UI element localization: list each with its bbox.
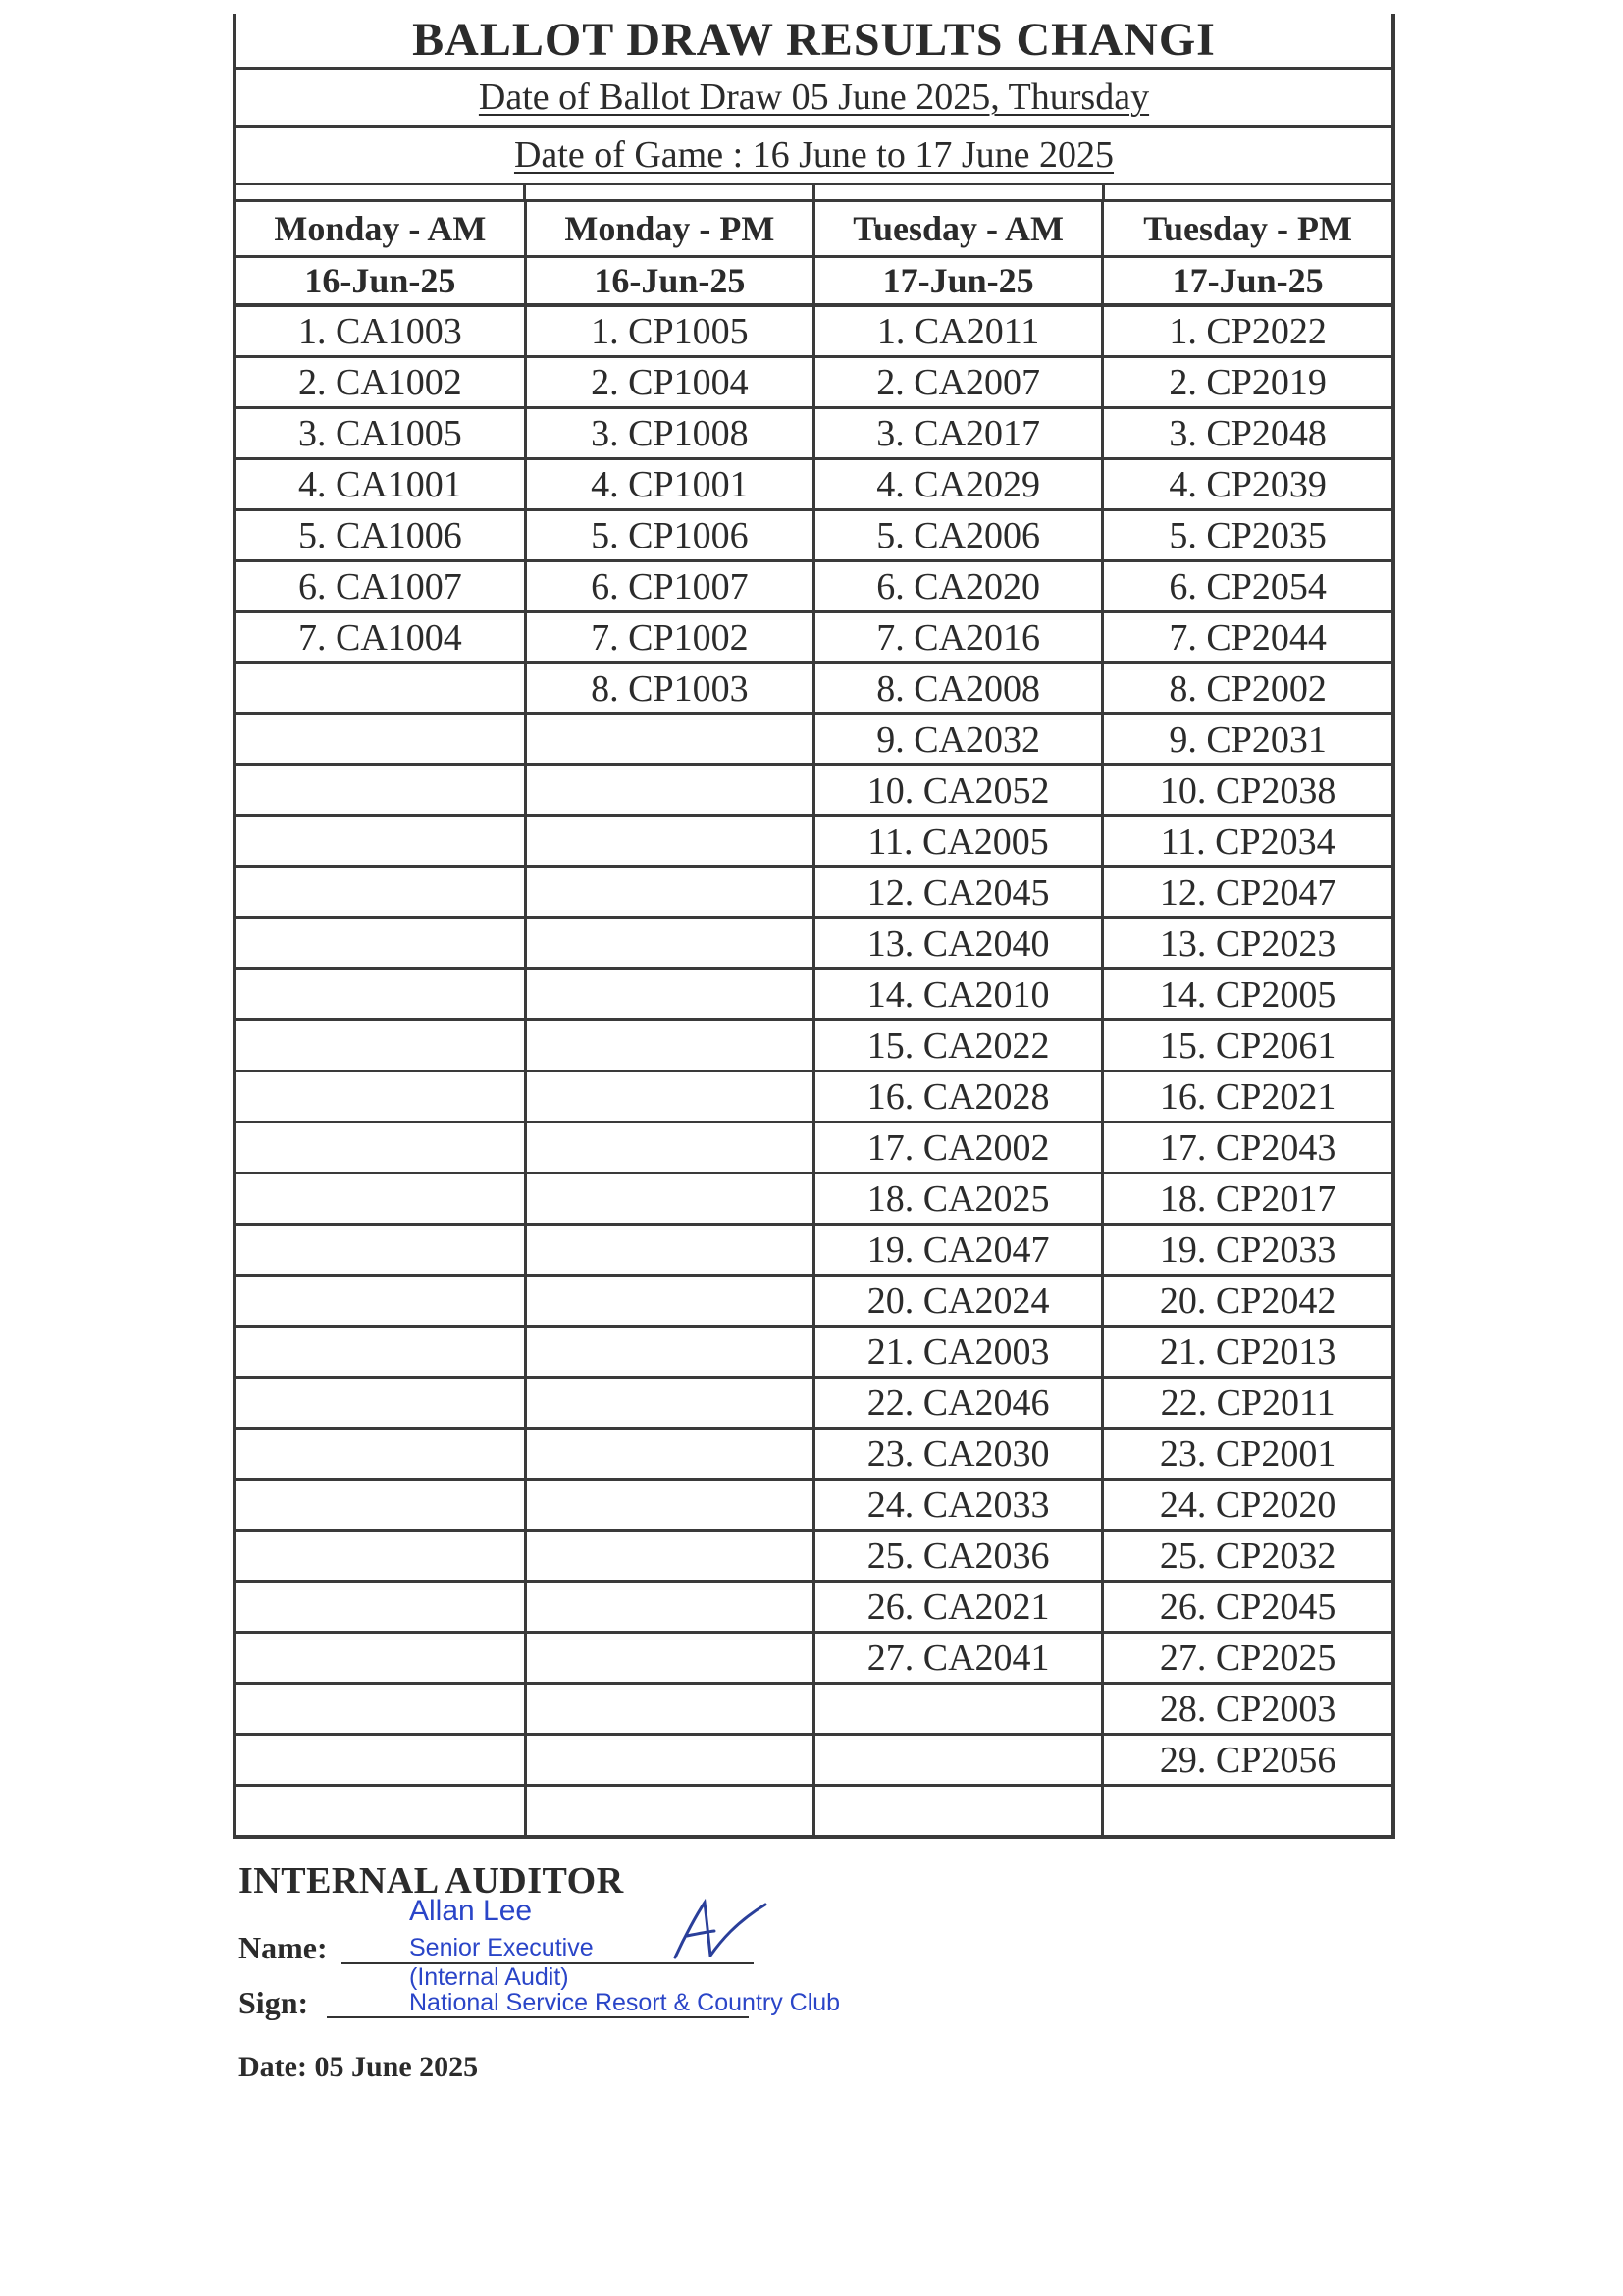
table-cell (236, 969, 525, 1020)
table-cell: 23. CA2030 (814, 1429, 1103, 1480)
table-cell: 5. CA2006 (814, 510, 1103, 561)
table-cell (236, 1531, 525, 1582)
table-cell: 17. CA2002 (814, 1122, 1103, 1174)
date-header-row (236, 257, 1391, 306)
table-cell (525, 1531, 813, 1582)
date-monday-am: 16-Jun-25 (236, 257, 525, 306)
table-row (236, 1174, 1391, 1225)
table-cell (236, 867, 525, 918)
table-cell: 7. CP2044 (1103, 612, 1391, 663)
table-row (236, 1429, 1391, 1480)
table-cell: 22. CA2046 (814, 1378, 1103, 1429)
table-row (236, 305, 1391, 357)
table-cell (525, 1429, 813, 1480)
signature-mark (667, 1897, 775, 1963)
table-row (236, 408, 1391, 459)
table-cell (525, 1735, 813, 1786)
table-cell: 15. CP2061 (1103, 1020, 1391, 1071)
table-row (236, 1327, 1391, 1378)
table-cell: 1. CA1003 (236, 305, 525, 357)
stamp-name: Allan Lee (409, 1895, 533, 1927)
table-cell (236, 1071, 525, 1122)
table-cell: 12. CA2045 (814, 867, 1103, 918)
table-cell: 20. CP2042 (1103, 1276, 1391, 1327)
table-row (236, 459, 1391, 510)
table-cell: 25. CA2036 (814, 1531, 1103, 1582)
table-cell (236, 1684, 525, 1735)
table-row (236, 1786, 1391, 1836)
table-row (236, 714, 1391, 765)
table-cell (236, 816, 525, 867)
internal-auditor-block (238, 1859, 866, 2083)
table-cell: 27. CA2041 (814, 1633, 1103, 1684)
table-cell (236, 1225, 525, 1276)
table-cell: 10. CA2052 (814, 765, 1103, 816)
table-row (236, 612, 1391, 663)
table-cell (236, 1327, 525, 1378)
ballot-date: Date of Ballot Draw 05 June 2025, Thursday (478, 77, 1150, 118)
table-cell (525, 918, 813, 969)
table-cell: 24. CA2033 (814, 1480, 1103, 1531)
table-cell: 14. CP2005 (1103, 969, 1391, 1020)
table-cell (525, 1786, 813, 1836)
table-row (236, 561, 1391, 612)
table-row (236, 1480, 1391, 1531)
auditor-heading: INTERNAL AUDITOR (238, 1860, 624, 1902)
table-cell: 9. CA2032 (814, 714, 1103, 765)
table-cell (525, 1327, 813, 1378)
table-cell: 13. CA2040 (814, 918, 1103, 969)
table-cell: 15. CA2022 (814, 1020, 1103, 1071)
table-cell (814, 1786, 1103, 1836)
table-cell: 1. CP1005 (525, 305, 813, 357)
table-cell: 4. CP2039 (1103, 459, 1391, 510)
game-dates: Date of Game : 16 June to 17 June 2025 (513, 134, 1115, 176)
table-row (236, 765, 1391, 816)
table-cell (525, 1276, 813, 1327)
table-row (236, 510, 1391, 561)
date-tuesday-am: 17-Jun-25 (814, 257, 1103, 306)
table-cell (1103, 1786, 1391, 1836)
table-cell: 4. CA1001 (236, 459, 525, 510)
table-row (236, 1378, 1391, 1429)
table-row (236, 867, 1391, 918)
table-cell: 9. CP2031 (1103, 714, 1391, 765)
table-cell: 3. CP2048 (1103, 408, 1391, 459)
table-cell (236, 714, 525, 765)
sign-label: Sign: (238, 1985, 309, 2020)
table-cell (525, 816, 813, 867)
header-tuesday-pm: Tuesday - PM (1103, 202, 1391, 257)
table-cell (236, 765, 525, 816)
table-cell: 11. CA2005 (814, 816, 1103, 867)
table-cell (236, 1786, 525, 1836)
table-cell: 26. CP2045 (1103, 1582, 1391, 1633)
day-header-row (236, 202, 1391, 257)
table-cell: 6. CA1007 (236, 561, 525, 612)
table-cell (236, 1480, 525, 1531)
table-cell (236, 1020, 525, 1071)
ballot-date-row (236, 70, 1391, 128)
table-cell (525, 1174, 813, 1225)
table-cell: 18. CA2025 (814, 1174, 1103, 1225)
table-cell: 2. CP1004 (525, 357, 813, 408)
table-cell: 29. CP2056 (1103, 1735, 1391, 1786)
table-cell: 2. CA1002 (236, 357, 525, 408)
ballot-results-sheet (233, 14, 1395, 1839)
date-monday-pm: 16-Jun-25 (525, 257, 813, 306)
table-row (236, 357, 1391, 408)
table-cell: 11. CP2034 (1103, 816, 1391, 867)
table-cell (525, 1020, 813, 1071)
table-row (236, 1071, 1391, 1122)
table-cell (236, 1633, 525, 1684)
table-row (236, 1735, 1391, 1786)
table-cell: 4. CP1001 (525, 459, 813, 510)
stamp-title: Senior Executive (409, 1934, 594, 1961)
table-cell: 8. CA2008 (814, 663, 1103, 714)
table-cell: 27. CP2025 (1103, 1633, 1391, 1684)
table-cell (236, 1174, 525, 1225)
table-cell: 13. CP2023 (1103, 918, 1391, 969)
table-cell: 7. CP1002 (525, 612, 813, 663)
document-title: BALLOT DRAW RESULTS CHANGI (236, 14, 1391, 70)
table-cell (236, 918, 525, 969)
table-cell: 3. CA2017 (814, 408, 1103, 459)
table-cell: 22. CP2011 (1103, 1378, 1391, 1429)
table-cell: 7. CA1004 (236, 612, 525, 663)
name-label: Name: (238, 1930, 328, 1965)
table-cell: 20. CA2024 (814, 1276, 1103, 1327)
table-cell (236, 1276, 525, 1327)
table-cell: 5. CA1006 (236, 510, 525, 561)
table-cell (236, 1429, 525, 1480)
table-cell: 24. CP2020 (1103, 1480, 1391, 1531)
table-cell: 3. CA1005 (236, 408, 525, 459)
table-cell: 6. CA2020 (814, 561, 1103, 612)
table-cell (236, 1378, 525, 1429)
table-cell (525, 1480, 813, 1531)
header-tuesday-am: Tuesday - AM (814, 202, 1103, 257)
table-cell: 1. CA2011 (814, 305, 1103, 357)
table-cell: 16. CA2028 (814, 1071, 1103, 1122)
table-cell (525, 969, 813, 1020)
table-cell: 23. CP2001 (1103, 1429, 1391, 1480)
table-cell: 25. CP2032 (1103, 1531, 1391, 1582)
results-table (236, 202, 1391, 1835)
table-cell: 12. CP2047 (1103, 867, 1391, 918)
table-row (236, 1020, 1391, 1071)
table-cell: 19. CA2047 (814, 1225, 1103, 1276)
table-cell (525, 1378, 813, 1429)
column-divider-strip (236, 185, 1391, 202)
table-cell: 5. CP2035 (1103, 510, 1391, 561)
table-row (236, 1633, 1391, 1684)
table-cell: 21. CP2013 (1103, 1327, 1391, 1378)
stamp-organisation: National Service Resort & Country Club (409, 1989, 841, 2016)
table-cell (525, 714, 813, 765)
table-cell: 6. CP2054 (1103, 561, 1391, 612)
table-cell (814, 1684, 1103, 1735)
table-cell (236, 1122, 525, 1174)
table-cell: 21. CA2003 (814, 1327, 1103, 1378)
table-cell: 7. CA2016 (814, 612, 1103, 663)
table-cell: 16. CP2021 (1103, 1071, 1391, 1122)
table-row (236, 816, 1391, 867)
table-cell: 18. CP2017 (1103, 1174, 1391, 1225)
table-row (236, 1122, 1391, 1174)
table-cell: 8. CP2002 (1103, 663, 1391, 714)
table-cell (525, 1071, 813, 1122)
table-cell (525, 1684, 813, 1735)
table-cell (236, 1735, 525, 1786)
table-row (236, 918, 1391, 969)
game-dates-row (236, 128, 1391, 185)
table-cell: 1. CP2022 (1103, 305, 1391, 357)
date-tuesday-pm: 17-Jun-25 (1103, 257, 1391, 306)
table-cell: 2. CP2019 (1103, 357, 1391, 408)
results-body (236, 305, 1391, 1835)
table-cell: 26. CA2021 (814, 1582, 1103, 1633)
table-row (236, 1582, 1391, 1633)
table-row (236, 1531, 1391, 1582)
table-row (236, 663, 1391, 714)
stamp-department: (Internal Audit) (409, 1963, 569, 1991)
table-row (236, 1276, 1391, 1327)
table-cell (525, 1122, 813, 1174)
table-cell (525, 765, 813, 816)
table-cell: 2. CA2007 (814, 357, 1103, 408)
table-cell (525, 1633, 813, 1684)
header-monday-am: Monday - AM (236, 202, 525, 257)
table-cell: 8. CP1003 (525, 663, 813, 714)
table-cell (525, 867, 813, 918)
auditor-date: Date: 05 June 2025 (238, 2051, 479, 2083)
table-cell (814, 1735, 1103, 1786)
table-cell: 19. CP2033 (1103, 1225, 1391, 1276)
table-cell: 14. CA2010 (814, 969, 1103, 1020)
header-monday-pm: Monday - PM (525, 202, 813, 257)
table-cell: 10. CP2038 (1103, 765, 1391, 816)
table-cell (236, 663, 525, 714)
table-cell (236, 1582, 525, 1633)
table-cell (525, 1225, 813, 1276)
table-cell: 6. CP1007 (525, 561, 813, 612)
table-cell: 3. CP1008 (525, 408, 813, 459)
table-cell: 28. CP2003 (1103, 1684, 1391, 1735)
table-row (236, 1684, 1391, 1735)
table-cell (525, 1582, 813, 1633)
table-row (236, 1225, 1391, 1276)
table-cell: 17. CP2043 (1103, 1122, 1391, 1174)
table-row (236, 969, 1391, 1020)
table-cell: 4. CA2029 (814, 459, 1103, 510)
table-cell: 5. CP1006 (525, 510, 813, 561)
